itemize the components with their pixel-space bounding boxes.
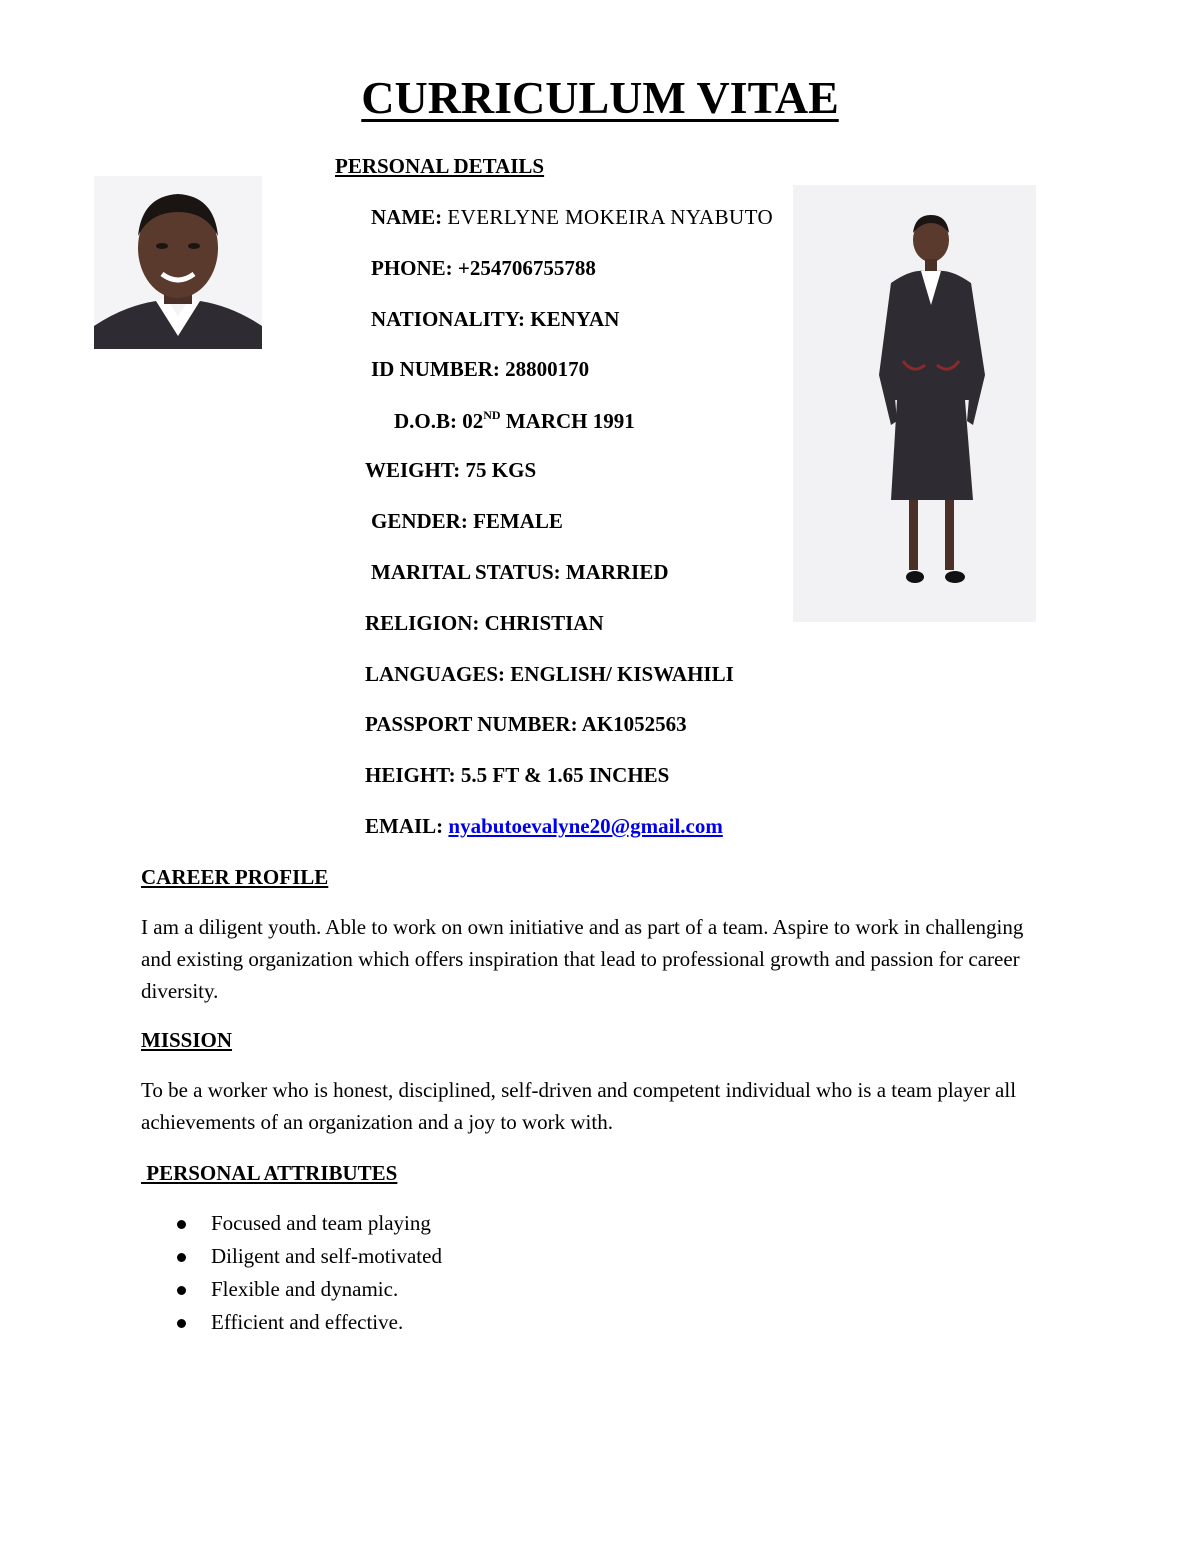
- nationality-field: NATIONALITY: KENYAN: [371, 307, 620, 331]
- height-field: HEIGHT: 5.5 FT & 1.65 INCHES: [365, 763, 670, 787]
- bullet-icon: [177, 1220, 186, 1229]
- document-title: CURRICULUM VITAE: [361, 72, 839, 123]
- phone-field: PHONE: +254706755788: [371, 256, 596, 280]
- dob-prefix: D.O.B: 02: [394, 409, 484, 433]
- headshot-photo: [94, 176, 262, 349]
- mission-text: To be a worker who is honest, disciplined, self-driven and competent individual who is a team player all achievements of an organization and a joy to work with.: [141, 1078, 1017, 1134]
- languages-field: LANGUAGES: ENGLISH/ KISWAHILI: [365, 662, 734, 686]
- personal-attributes-heading: PERSONAL ATTRIBUTES: [141, 1161, 398, 1185]
- email-link[interactable]: nyabutoevalyne20@gmail.com: [448, 814, 723, 838]
- attributes-list: [141, 1207, 442, 1339]
- bullet-icon: [177, 1253, 186, 1262]
- passport-field: PASSPORT NUMBER: AK1052563: [365, 712, 687, 736]
- email-field: [365, 813, 723, 839]
- gender-field: GENDER: FEMALE: [371, 509, 563, 533]
- career-profile-text: I am a diligent youth. Able to work on own initiative and as part of a team. Aspire to work in challenging and existing organization which offers inspiration that lead to professional growth and passion for career diversity.: [141, 915, 1024, 1003]
- list-item: Diligent and self-motivated: [141, 1240, 442, 1273]
- list-item: Flexible and dynamic.: [141, 1273, 442, 1306]
- name-label: NAME:: [371, 205, 443, 229]
- religion-field: RELIGION: CHRISTIAN: [365, 611, 604, 635]
- bullet-icon: [177, 1319, 186, 1328]
- weight-field: WEIGHT: 75 KGS: [365, 458, 537, 482]
- id-number-field: ID NUMBER: 28800170: [371, 357, 590, 381]
- mission-heading: MISSION: [141, 1028, 233, 1052]
- marital-status-field: MARITAL STATUS: MARRIED: [371, 560, 669, 584]
- dob-suffix: MARCH 1991: [500, 409, 635, 433]
- bullet-icon: [177, 1286, 186, 1295]
- email-label: EMAIL:: [365, 814, 449, 838]
- name-value: EVERLYNE MOKEIRA NYABUTO: [447, 205, 774, 229]
- name-field: [371, 204, 773, 230]
- full-body-photo: [793, 185, 1036, 622]
- dob-field: [394, 408, 635, 434]
- career-profile-heading: CAREER PROFILE: [141, 865, 329, 889]
- personal-details-heading: PERSONAL DETAILS: [335, 154, 545, 178]
- dob-ordinal: ND: [483, 408, 501, 422]
- list-item: Focused and team playing: [141, 1207, 442, 1240]
- list-item: Efficient and effective.: [141, 1306, 442, 1339]
